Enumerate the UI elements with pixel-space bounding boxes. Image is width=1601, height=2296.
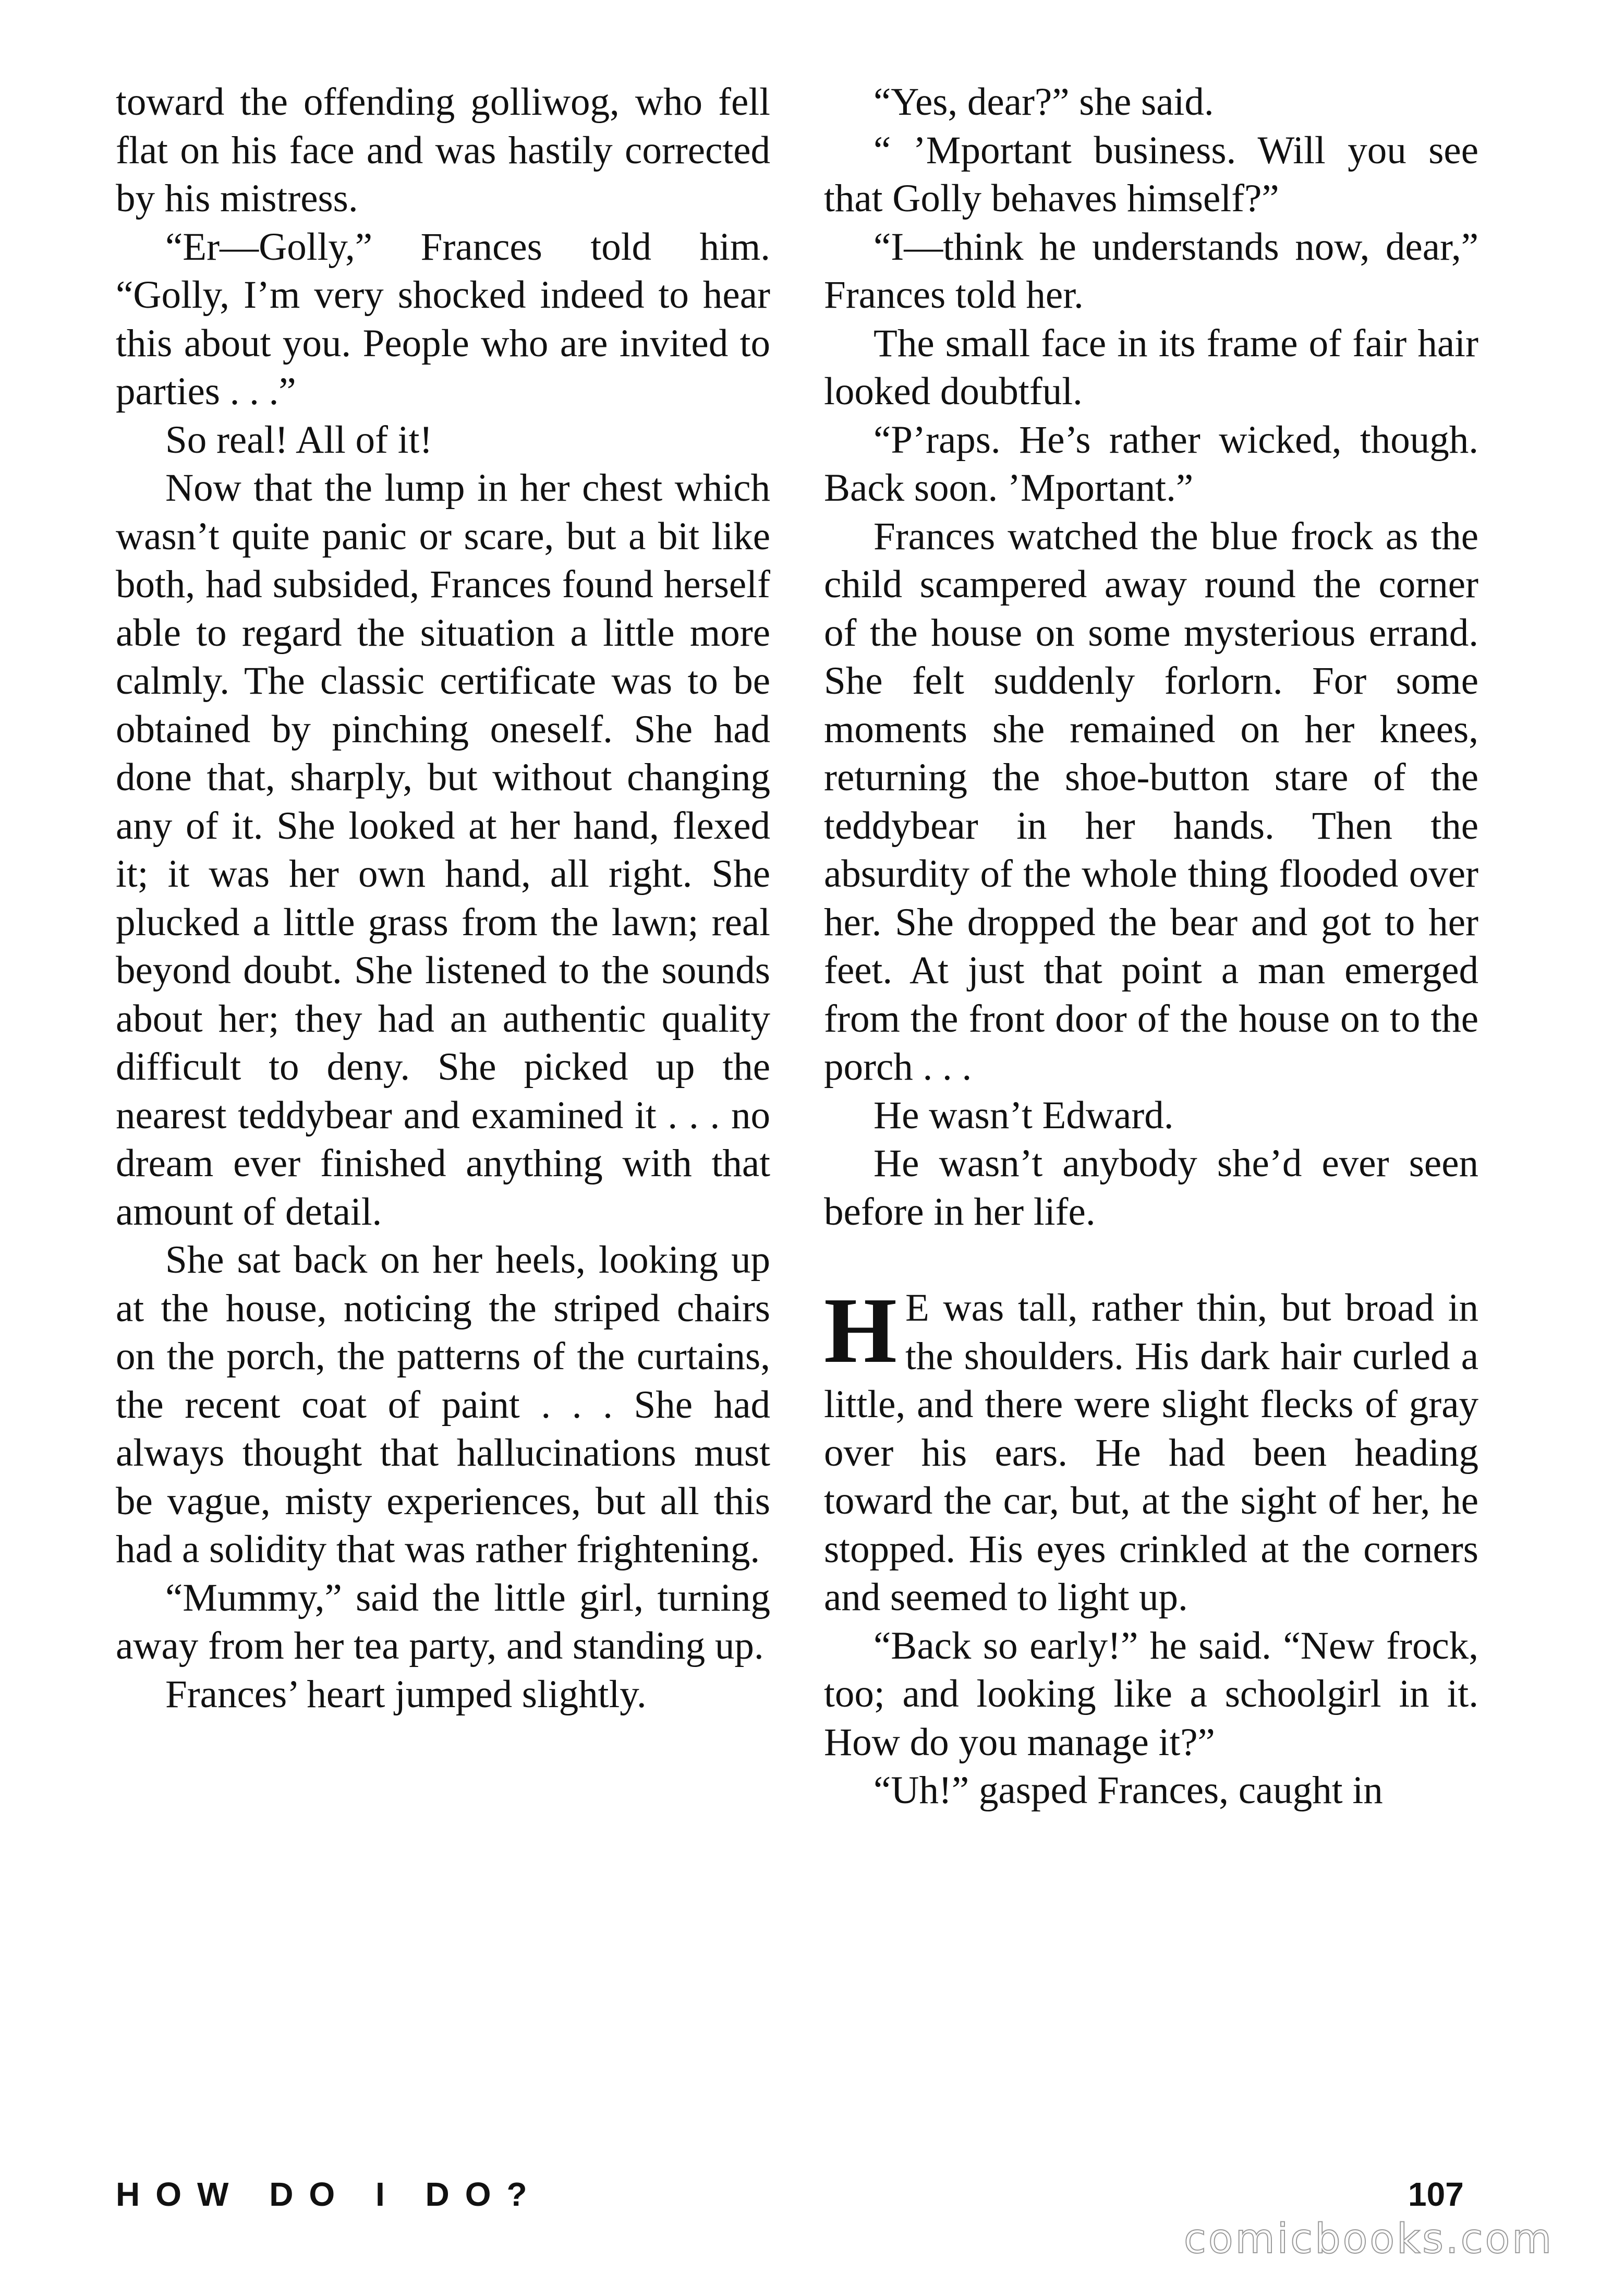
text-column-left <box>116 78 770 1719</box>
paragraph: The small face in its frame of fair hair looked doubtful. <box>824 321 1478 413</box>
paragraph: “ ’Mportant business. Will you see that Golly behaves himself?” <box>824 128 1478 220</box>
paragraph: “I—think he understands now, dear,” Frances told her. <box>824 225 1478 317</box>
paragraph: “Yes, dear?” she said. <box>874 80 1214 124</box>
page-number: 107 <box>1408 2176 1464 2213</box>
paragraph: He wasn’t Edward. <box>874 1093 1174 1137</box>
paragraph: “Er—Golly,” Frances told him. “Golly, I’m very shocked indeed to hear this about you. People who are invited to parties . . .” <box>116 225 770 413</box>
paragraph: “Mummy,” said the little girl, turning away from her tea party, and standing up. <box>116 1576 770 1667</box>
paragraph: “P’raps. He’s rather wicked, though. Back soon. ’Mportant.” <box>824 418 1478 510</box>
paragraph: Now that the lump in her chest which wasn’t quite panic or scare, but a bit like both, had subsided, Frances found herself able to regard the situation a little more calmly. The classic certificate was to be obtained by pinching oneself. She had done that, sharply, but without changing any of it. She looked at her hand, flexed it; it was her own hand, all right. She plucked a little grass from the lawn; real beyond doubt. She listened to the sounds about her; they had an authentic quality difficult to deny. She picked up the nearest teddybear and examined it . . . no dream ever finished anything with that amount of detail. <box>116 466 770 1234</box>
paragraph: Frances watched the blue frock as the child scampered away round the corner of the house on some mysterious errand. She felt suddenly forlorn. For some moments she remained on her knees, returning the shoe-button stare of the teddybear in her hands. Then the absurdity of the whole thing flooded over her. She dropped the bear and got to her feet. At just that point a man emerged from the front door of the house on to the porch . . . <box>824 514 1478 1089</box>
paragraph: toward the offending golliwog, who fell flat on his face and was hastily corrected by his mistress. <box>116 80 770 220</box>
watermark: comicbooks.com <box>1184 2216 1554 2263</box>
text-column-right <box>824 78 1478 1815</box>
section-opening-paragraph <box>824 1278 1478 1622</box>
drop-cap: H <box>824 1278 897 1382</box>
paragraph: So real! All of it! <box>165 418 433 462</box>
paragraph: “Back so early!” he said. “New frock, too; and looking like a schoolgirl in it. How do you manage it?” <box>824 1624 1478 1764</box>
paragraph: “Uh!” gasped Frances, caught in <box>874 1769 1383 1812</box>
paragraph: He wasn’t anybody she’d ever seen before in her life. <box>824 1142 1478 1234</box>
paragraph: She sat back on her heels, looking up at the house, noticing the striped chairs on the porch, the patterns of the curtains, the recent coat of paint . . . She had always thought that hallucinations must be vague, misty experiences, but all this had a solidity that was rather frightening. <box>116 1238 770 1571</box>
paragraph: Frances’ heart jumped slightly. <box>165 1672 647 1716</box>
paragraph-text: E was tall, rather thin, but broad in the shoulders. His dark hair curled a little, and there were slight flecks of gray over his ears. He had been heading toward the car, but, at the sight of her, he stopped. His eyes crinkled at the corners and seemed to light up. <box>824 1286 1478 1619</box>
running-title: HOW DO I DO? <box>116 2176 543 2213</box>
